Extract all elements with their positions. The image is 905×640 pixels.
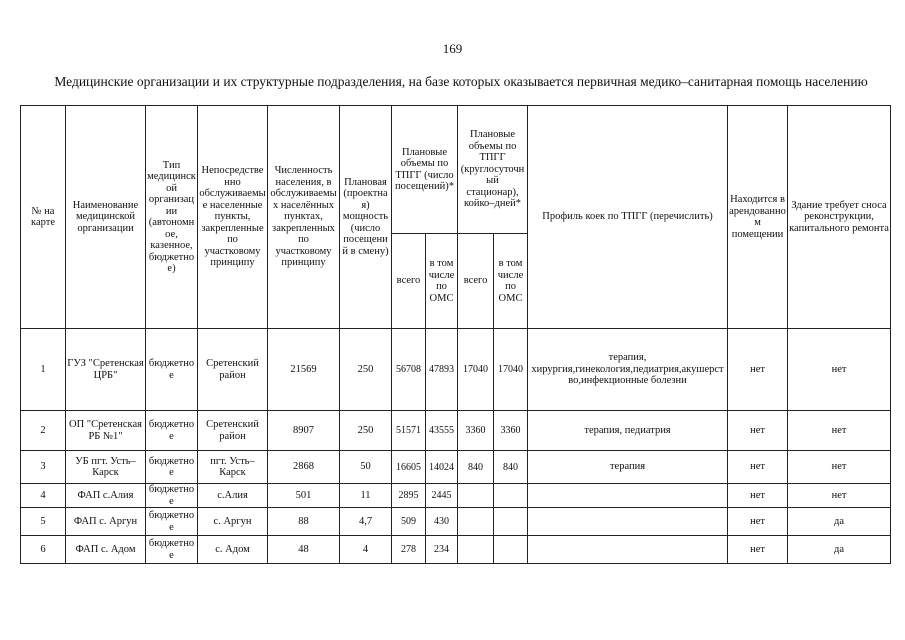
cell-visits-total: 278 <box>392 536 426 564</box>
cell-population: 48 <box>268 536 340 564</box>
cell-beds-total: 3360 <box>458 411 494 451</box>
cell-beds-oms: 17040 <box>494 329 528 411</box>
cell-capacity: 250 <box>340 329 392 411</box>
cell-beds-oms: 3360 <box>494 411 528 451</box>
header-points: Непосредственно обслуживаемые населенные пункты, закрепленные по участковому принципу <box>198 106 268 329</box>
cell-visits-oms: 234 <box>426 536 458 564</box>
medical-organizations-table <box>20 105 891 564</box>
cell-num: 2 <box>21 411 66 451</box>
cell-name: ОП "Сретенская РБ №1" <box>66 411 146 451</box>
cell-rented: нет <box>728 484 788 508</box>
cell-num: 5 <box>21 508 66 536</box>
cell-repair: нет <box>788 329 891 411</box>
cell-name: ФАП с. Адом <box>66 536 146 564</box>
header-beds: Плановые объемы по ТПГГ (круглосуточный стационар), койко–дней* <box>458 106 528 234</box>
cell-beds-total <box>458 536 494 564</box>
cell-type: бюджетное <box>146 411 198 451</box>
cell-visits-total: 16605 <box>392 451 426 484</box>
cell-capacity: 11 <box>340 484 392 508</box>
header-repair: Здание требует сноса реконструкции, капитального ремонта <box>788 106 891 329</box>
table-row <box>21 329 891 411</box>
cell-points: Сретенский район <box>198 411 268 451</box>
cell-beds-total <box>458 484 494 508</box>
table-row <box>21 484 891 508</box>
cell-beds-total: 17040 <box>458 329 494 411</box>
header-visits-total: всего <box>392 234 426 329</box>
cell-profile <box>528 536 728 564</box>
cell-profile <box>528 508 728 536</box>
cell-num: 1 <box>21 329 66 411</box>
cell-name: ФАП с.Алия <box>66 484 146 508</box>
cell-visits-total: 509 <box>392 508 426 536</box>
cell-beds-oms: 840 <box>494 451 528 484</box>
cell-visits-oms: 2445 <box>426 484 458 508</box>
cell-capacity: 250 <box>340 411 392 451</box>
cell-beds-oms <box>494 536 528 564</box>
cell-beds-oms <box>494 508 528 536</box>
cell-profile: терапия <box>528 451 728 484</box>
header-num: № на карте <box>21 106 66 329</box>
cell-type: бюджетное <box>146 484 198 508</box>
cell-beds-total <box>458 508 494 536</box>
table-row <box>21 451 891 484</box>
cell-repair: нет <box>788 451 891 484</box>
cell-visits-total: 56708 <box>392 329 426 411</box>
cell-repair: да <box>788 508 891 536</box>
cell-visits-oms: 47893 <box>426 329 458 411</box>
header-beds-total: всего <box>458 234 494 329</box>
cell-points: с. Адом <box>198 536 268 564</box>
cell-rented: нет <box>728 451 788 484</box>
cell-visits-oms: 14024 <box>426 451 458 484</box>
cell-num: 6 <box>21 536 66 564</box>
cell-capacity: 50 <box>340 451 392 484</box>
cell-points: с. Аргун <box>198 508 268 536</box>
cell-beds-oms <box>494 484 528 508</box>
page-number: 169 <box>442 41 463 56</box>
cell-type: бюджетное <box>146 508 198 536</box>
cell-name: УБ пгт. Усть– Карск <box>66 451 146 484</box>
header-profile: Профиль коек по ТПГГ (перечислить) <box>528 106 728 329</box>
cell-visits-oms: 43555 <box>426 411 458 451</box>
cell-points: с.Алия <box>198 484 268 508</box>
cell-beds-total: 840 <box>458 451 494 484</box>
table-row <box>21 411 891 451</box>
header-beds-oms: в том числе по ОМС <box>494 234 528 329</box>
cell-name: ФАП с. Аргун <box>66 508 146 536</box>
cell-population: 2868 <box>268 451 340 484</box>
header-name: Наименование медицинской организации <box>66 106 146 329</box>
cell-rented: нет <box>728 411 788 451</box>
cell-points: Сретенский район <box>198 329 268 411</box>
cell-name: ГУЗ "Сретенская ЦРБ" <box>66 329 146 411</box>
cell-repair: нет <box>788 411 891 451</box>
cell-visits-oms: 430 <box>426 508 458 536</box>
document-title: Медицинские организации и их структурные подразделения, на базе которых оказывается первичная медико–санитарная помощь населению <box>54 74 868 89</box>
cell-repair: да <box>788 536 891 564</box>
table-header-row <box>21 106 891 234</box>
header-capacity: Плановая (проектная) мощность (число посещений в смену) <box>340 106 392 329</box>
cell-type: бюджетное <box>146 536 198 564</box>
cell-population: 501 <box>268 484 340 508</box>
cell-profile: терапия, педиатрия <box>528 411 728 451</box>
cell-num: 4 <box>21 484 66 508</box>
cell-visits-total: 51571 <box>392 411 426 451</box>
table-row <box>21 508 891 536</box>
cell-profile <box>528 484 728 508</box>
cell-rented: нет <box>728 508 788 536</box>
header-type: Тип медицинской организации (автономное, казенное, бюджетное) <box>146 106 198 329</box>
cell-type: бюджетное <box>146 329 198 411</box>
cell-rented: нет <box>728 329 788 411</box>
cell-repair: нет <box>788 484 891 508</box>
header-visits: Плановые объемы по ТПГГ (число посещений)* <box>392 106 458 234</box>
cell-population: 88 <box>268 508 340 536</box>
cell-population: 21569 <box>268 329 340 411</box>
cell-type: бюджетное <box>146 451 198 484</box>
table-row <box>21 536 891 564</box>
cell-visits-total: 2895 <box>392 484 426 508</box>
header-population: Численность населения, в обслуживаемых населённых пунктах, закрепленных по участковому принципу <box>268 106 340 329</box>
cell-capacity: 4 <box>340 536 392 564</box>
header-rented: Находится в арендованном помещении <box>728 106 788 329</box>
cell-rented: нет <box>728 536 788 564</box>
cell-num: 3 <box>21 451 66 484</box>
cell-profile: терапия, хирургия,гинекология,педиатрия,акушерство,инфекционные болезни <box>528 329 728 411</box>
header-visits-oms: в том числе по ОМС <box>426 234 458 329</box>
cell-capacity: 4,7 <box>340 508 392 536</box>
cell-population: 8907 <box>268 411 340 451</box>
cell-points: пгт. Усть– Карск <box>198 451 268 484</box>
